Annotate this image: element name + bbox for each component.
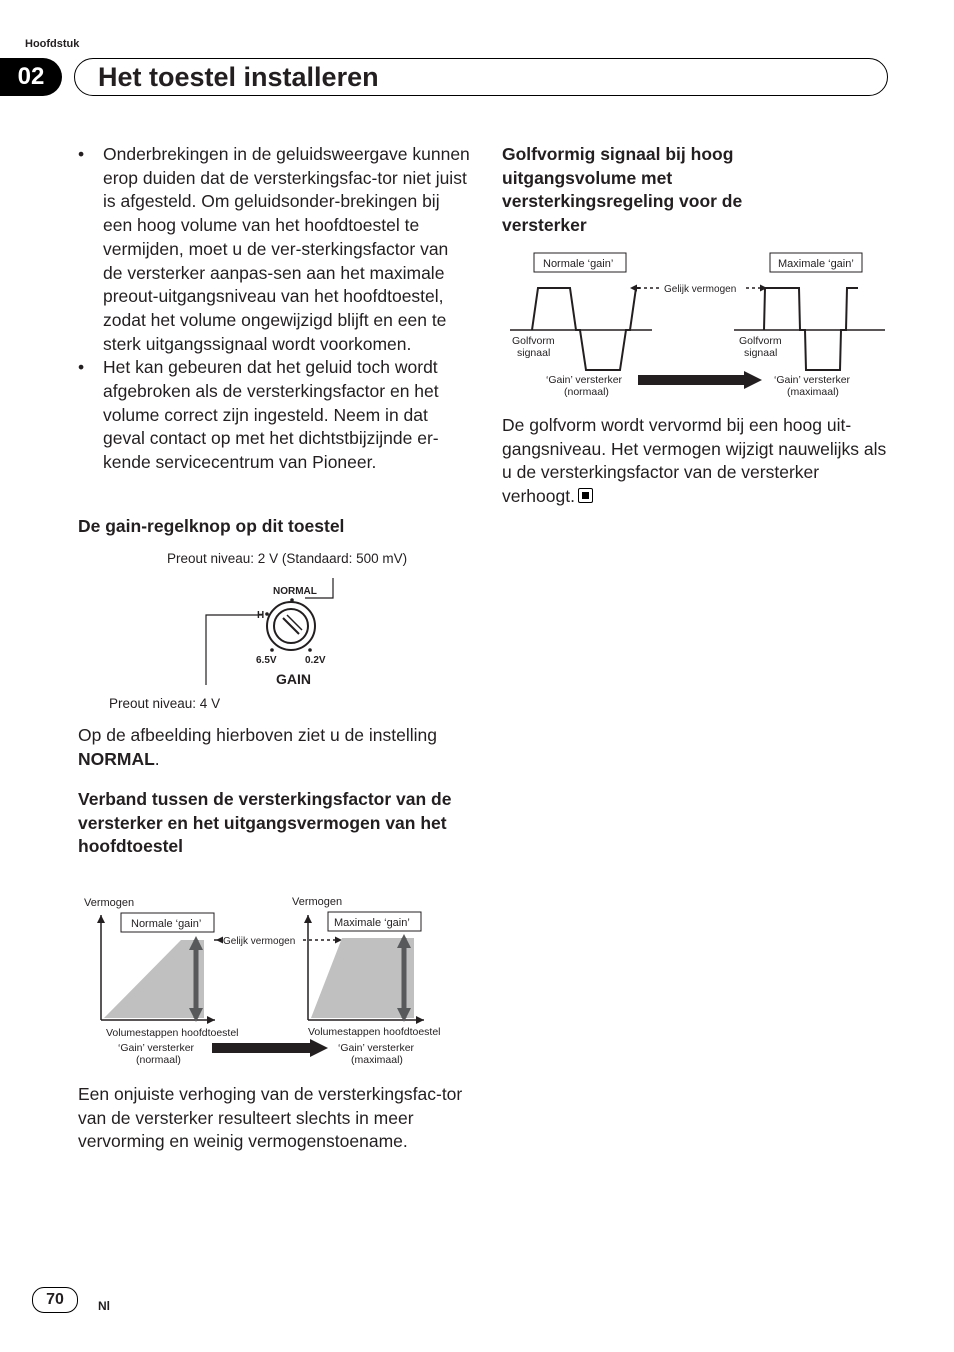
relation-amp-left-2: (normaal) [136,1054,181,1066]
relation-box-right: Maximale ‘gain’ [334,917,410,929]
wave-left-label-2: signaal [517,347,551,359]
relation-y-label-right: Vermogen [292,896,343,908]
wave-left-label-1: Golfvorm [512,335,555,347]
wave-amp-right-1: ‘Gain’ versterker [774,374,851,386]
relation-equal-label: Gelijk vermogen [223,936,296,947]
gain-knob-diagram [100,570,400,695]
gain-caption-top: Preout niveau: 2 V (Standaard: 500 mV) [167,551,408,566]
relation-x-label-left: Volumestappen hoofdtoestel [106,1027,239,1039]
wave-amp-left-2: (normaal) [564,386,609,398]
relation-x-label-right: Volumestappen hoofdtoestel [308,1026,441,1038]
closing-text: Een onjuiste verhoging van de versterkingsfac-tor van de versterker resulteert slechts in meer vervorming en weinig vermogenstoename. [78,1084,463,1152]
relation-amp-right-2: (maximaal) [351,1054,403,1066]
wave-right-label-2: signaal [744,347,778,359]
relation-diagram [80,890,470,1070]
wave-amp-left-1: ‘Gain’ versterker [546,374,623,386]
bullet-item: • Onderbrekingen in de geluidsweergave kunnen erop duiden dat de versterkingsfac-tor niet juist is afgesteld. Om geluidsonder-brekingen bij een hoog volume van het hoofdtoestel te vermijden, moet u de ver-sterkingsfactor van de versterker aanpas-sen aan het maximale preout-uitgangsniveau van het hoofdtoestel, zodat het volume ongewijzigd blijft en een te sterk uitgangssignaal wordt voorkomen. [78,144,470,354]
relation-heading: Verband tussen de versterkingsfactor van de versterker en het uitgangsvermogen van het hoofdtoestel [78,789,452,857]
wave-right-label-1: Golfvorm [739,335,782,347]
wave-diagram [502,248,892,403]
normal-text-prefix: Op de afbeelding hierboven ziet u de instelling [78,725,437,745]
wave-heading: Golfvormig signaal bij hoog uitgangsvolume met versterkingsregeling voor de versterker [502,144,743,236]
relation-amp-left-1: ‘Gain’ versterker [118,1042,195,1054]
chapter-label: Hoofdstuk [25,38,80,50]
relation-amp-right-1: ‘Gain’ versterker [338,1042,415,1054]
chapter-number: 02 [0,58,62,96]
knob-left-value: 6.5V [256,655,277,666]
knob-h-label: H [257,610,265,621]
knob-normal-label: NORMAL [273,586,317,597]
end-of-section-icon [578,488,593,503]
language-code: Nl [98,1299,110,1313]
bullet-text: Onderbrekingen in de geluidsweergave kunnen erop duiden dat de versterkingsfac-tor niet juist is afgesteld. Om geluidsonder-brekingen bij een hoog volume van het hoofdtoestel te vermijden, moet u de ver-sterkingsfactor van de versterker aanpas-sen aan het maximale preout-uitgangsniveau van het hoofdtoestel, zodat het volume ongewijzigd blijft en een te sterk uitgangssignaal wordt voorkomen. [103,144,470,354]
wave-amp-right-2: (maximaal) [787,386,839,398]
page-number: 70 [32,1287,78,1313]
knob-right-value: 0.2V [305,655,326,666]
knob-gain-label: GAIN [276,671,311,687]
bullet-item: • Het kan gebeuren dat het geluid toch wordt afgebroken als de versterkingsfactor en het volume correct zijn ingesteld. Neem in dat geval contact op met het dichtstbijzijnde er-kende servicecentrum van Pioneer. [78,357,439,473]
chapter-title: Het toestel installeren [98,62,379,92]
gain-caption-bottom: Preout niveau: 4 V [109,696,221,711]
bullet-text: Het kan gebeuren dat het geluid toch wordt afgebroken als de versterkingsfactor en het volume correct zijn ingesteld. Neem in dat geval contact op met het dichtstbijzijnde er-kende servicecentrum van Pioneer. [103,357,439,473]
wave-text: De golfvorm wordt vervormd bij een hoog uit-gangsniveau. Het vermogen wijzigt nauwelijks als u de versterkingsfactor van de versterker verhoogt. [502,415,887,507]
wave-equal-label: Gelijk vermogen [664,284,737,295]
wave-box-left: Normale ‘gain’ [543,258,614,270]
relation-y-label-left: Vermogen [84,897,135,909]
normal-setting-text [78,724,470,771]
bullet-list [78,143,470,475]
normal-text-bold: NORMAL [78,748,155,769]
gain-heading: De gain-regelknop op dit toestel [78,516,345,536]
wave-box-right: Maximale ‘gain’ [778,258,854,270]
normal-text-suffix: . [154,748,160,769]
wave-text-block [502,414,894,509]
relation-box-left: Normale ‘gain’ [131,918,202,930]
